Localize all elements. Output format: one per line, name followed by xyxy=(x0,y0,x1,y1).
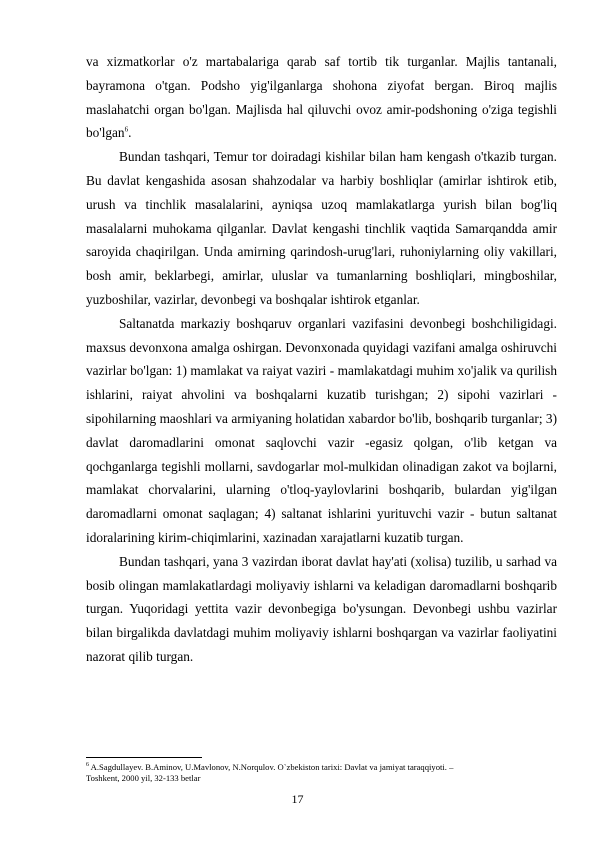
footnote-divider xyxy=(86,757,202,758)
paragraph-4: Bundan tashqari, yana 3 vazirdan iborat davlat hay'ati (xolisa) tuzilib, u sarhad va bosib olingan mamlakatlardagi moliyaviy ishlarni va keladigan daromadlarni boshqarib turgan. Yuqoridagi yettita vazir devonbegiga bo'ysungan. Devonbegi ushbu vazirlar bilan birgalikda davlatdagi muhim moliyaviy ishlarni boshqargan va vazirlar faoliyatini nazorat qilib turgan. xyxy=(86,553,557,664)
footnote-reference[interactable]: 6 xyxy=(124,125,129,134)
paragraph-1-tail: . xyxy=(128,125,132,141)
footnote xyxy=(86,760,557,784)
document-body xyxy=(86,50,557,669)
footnote-line-2: Toshkent, 2000 yil, 32-133 betlar xyxy=(86,772,201,783)
paragraph-2: Bundan tashqari, Temur tor doiradagi kishilar bilan ham kengash o'tkazib turgan. Bu davlat kengashida asosan shahzodalar va harbiy boshliqlar (amirlar ishtirok etib, urush va tinchlik masalalarini, ayniqsa uzoq mamlakatlarga yurish bilan bog'liq masalalarni muhokama qilganlar. Davlat kengashi tinchlik vaqtida Samarqandda amir saroyida chaqirilgan. Unda amirning qarindosh-urug'lari, ruhoniylarning oliy vakillari, bosh amir, beklarbegi, amirlar, uluslar va tumanlarning boshliqlari, mingboshilar, yuzboshilar, vazirlar, devonbegi va boshqalar ishtirok etganlar. xyxy=(86,149,557,307)
footnote-number: 6 xyxy=(86,762,89,768)
footnote-line-1: A.Sagdullayev. B.Aminov, U.Mavlonov, N.Norqulov. O`zbekiston tarixi: Davlat va jamiyat taraqqiyoti. – xyxy=(89,761,454,772)
paragraph-1-text: va xizmatkorlar o'z martabalariga qarab saf tortib tik turganlar. Majlis tantanali, bayramona o'tgan. Podsho yig'ilganlarga shohona ziyofat bergan. Biroq majlis maslahatchi organ bo'lgan. Majlisda hal qiluvchi ovoz amir-podshoning o'ziga tegishli bo'lgan xyxy=(86,54,557,141)
page-number: 17 xyxy=(291,792,304,806)
paragraph-3: Saltanatda markaziy boshqaruv organlari vazifasini devonbegi boshchiligidagi. maxsus devonxona amalga oshirgan. Devonxonada quyidagi vazifani amalga oshiruvchi vazirlar bo'lgan: 1) mamlakat va raiyat vaziri - mamlakatdagi muhim xo'jalik va qurilish ishlarini, raiyat ahvolini va boshqalarni kuzatib turishgan; 2) sipohi vazirlari -sipohilarning maoshlari va armiyaning holatidan xabardor bo'lib, boshqarib turganlar; 3) davlat daromadlarini omonat saqlovchi vazir -egasiz qolgan, o'lib ketgan va qochganlarga tegishli mollarni, savdogarlar mol-mulkidan olinadigan zakot va bojlarni, mamlakat chorvalarini, ularning o'tloq-yaylovlarini boshqarib, bulardan yig'ilgan daromadlarni omonat saqlagan; 4) saltanat ishlarini yurituvchi vazir - butun saltanat idoralarining kirim-chiqimlarini, xazinadan xarajatlarni kuzatib turgan. xyxy=(86,315,557,545)
paragraph-1 xyxy=(86,50,557,145)
